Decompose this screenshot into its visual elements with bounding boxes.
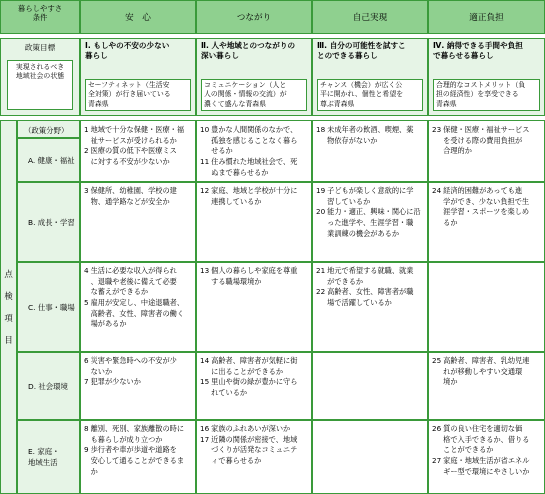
check-item-number: 3 [84, 186, 89, 195]
check-item [432, 356, 541, 388]
goal-state-label: 実現されるべき 地域社会の状態 [7, 60, 73, 110]
check-item-text: 生活に必要な収入が得られ 、退職や老後に備えて必要 な蓄えができるか [90, 266, 177, 297]
policy-goal-4 [428, 38, 545, 116]
check-item-text: 地元で希望する就職、就業 ができるか [327, 266, 414, 286]
check-item-number: 4 [84, 266, 89, 275]
row-label-text: D. 社会環境 [28, 381, 68, 391]
check-item [200, 377, 308, 398]
check-item-number: 23 [432, 125, 442, 134]
check-item [200, 356, 308, 377]
check-item-text: 未成年者の飲酒、喫煙、薬 物依存がないか [327, 125, 414, 145]
check-item-cell [80, 420, 196, 494]
check-item-text: 子どもが楽しく意欲的に学 習しているか [327, 186, 414, 206]
policy-goal-3 [312, 38, 428, 116]
check-item-text: 離別、死別、家族離散の時に も暮らしが成り立つか [90, 424, 185, 444]
row-label-b [17, 182, 80, 262]
check-item-text: 豊かな人間関係のなかで、 孤独を感じることなく暮ら せるか [211, 125, 298, 156]
check-item [316, 125, 424, 146]
check-item-text: 災害や緊急時への不安が少 ないか [90, 356, 177, 376]
policy-goal-state: 合理的なコストメリット（負 担の経済性）を享受できる 青森県 [433, 79, 540, 111]
check-item-number: 24 [432, 186, 442, 195]
check-item [432, 186, 541, 229]
check-item [316, 207, 424, 239]
field-label-cell [17, 120, 80, 138]
row-label-e [17, 420, 80, 494]
check-item-text: 家庭・地域生活が省エネル ギー型で環境にやさしいか [443, 455, 530, 476]
check-item-cell [312, 420, 428, 494]
check-item-number: 1 [84, 125, 89, 134]
check-item-number: 18 [316, 125, 326, 134]
check-item-number: 22 [316, 287, 326, 297]
check-item-text: 住み慣れた地域社会で、死 ぬまで暮らせるか [211, 156, 298, 177]
policy-goal-state: セーフティネット（生活安 全対策）が行き届いている 青森県 [85, 79, 191, 111]
check-item-number: 25 [432, 356, 442, 365]
check-item-number: 2 [84, 146, 89, 156]
check-item-number: 12 [200, 186, 210, 195]
row-label-text: E. 家庭・ 地域生活 [28, 446, 60, 467]
check-item-text: 家族のふれあいが深いか [211, 424, 291, 433]
row-label-text: A. 健康・福祉 [28, 155, 75, 165]
check-item-number: 10 [200, 125, 210, 134]
check-item [84, 424, 192, 445]
policy-goal-title: Ⅰ. もしやの不安の少ない 暮らし [85, 41, 170, 61]
check-item [200, 266, 308, 287]
check-item-text: 経済的困難があっても進 学ができ、少ない負担で生 涯学習・スポーツを楽しめ るか [443, 186, 530, 227]
side-label-char: 項 [4, 313, 13, 323]
check-item-number: 26 [432, 424, 442, 433]
check-item-text: 高齢者、女性、障害者が職 場で活躍しているか [327, 287, 414, 307]
policy-goal-state: チャンス（機会）が広く公 平に開かれ、個性と希望を 尊ぶ青森県 [317, 79, 423, 111]
check-item-text: 雇用が安定し、中途退職者、 高齢者、女性、障害者の働く 場があるか [90, 297, 185, 329]
check-item-cell [428, 120, 545, 182]
check-item [84, 445, 192, 477]
policy-goal-1 [80, 38, 196, 116]
row-label-text: C. 仕事・職場 [28, 302, 75, 312]
check-item-cell [196, 182, 312, 262]
policy-goal-title: Ⅲ. 自分の可能性を試すこ とのできる暮らし [317, 41, 406, 61]
policy-goal-state: コミュニケーション（人と 人の関係・情報の交流）が 濃くて盛んな青森県 [201, 79, 307, 111]
check-item [432, 125, 541, 157]
check-item-cell [312, 352, 428, 420]
check-item [432, 456, 541, 477]
check-item-number: 27 [432, 455, 442, 465]
row-label-text: B. 成長・学習 [28, 217, 75, 227]
check-item-text: 家庭、地域と学校が十分に 連携しているか [211, 186, 298, 206]
check-item-text: 保健所、幼稚園、学校の建 物、通学路などが安全か [90, 186, 177, 206]
check-item [84, 125, 192, 146]
check-item-cell [80, 262, 196, 352]
side-label-char: 点 [4, 269, 13, 279]
column-header-tsunagari: つながり [196, 0, 312, 34]
check-item-number: 16 [200, 424, 210, 433]
check-item-cell [80, 120, 196, 182]
check-item-cell [196, 420, 312, 494]
field-label: （政策分野） [24, 126, 69, 135]
check-item-cell [312, 262, 428, 352]
corner-header: 暮らしやすさ 条件 [0, 0, 80, 34]
row-label-c [17, 262, 80, 352]
check-item-number: 19 [316, 186, 326, 195]
row-label-a [17, 138, 80, 182]
check-item-number: 6 [84, 356, 89, 365]
check-item-text: 犯罪が少ないか [90, 377, 141, 387]
check-item-number: 21 [316, 266, 326, 275]
check-item [200, 186, 308, 207]
check-item-text: 地域で十分な保健・医療・福 祉サービスが受けられるか [90, 125, 185, 145]
check-item [200, 157, 308, 178]
check-item-cell [428, 262, 545, 352]
check-item-number: 17 [200, 434, 210, 444]
check-item-cell [428, 182, 545, 262]
check-item-cell [312, 120, 428, 182]
check-item [316, 287, 424, 308]
check-item-text: 里山や街の緑が豊かに守ら れているか [211, 377, 298, 397]
column-header-anshin: 安 心 [80, 0, 196, 34]
check-item-text: 高齢者、障害者が気軽に街 に出ることができるか [211, 356, 298, 376]
row-label-d [17, 352, 80, 420]
check-item [84, 377, 192, 388]
check-item [316, 266, 424, 287]
check-item [200, 125, 308, 157]
check-item-number: 8 [84, 424, 89, 433]
check-item-number: 20 [316, 207, 326, 217]
column-header-tekiseifutan: 適正負担 [428, 0, 545, 34]
check-item [316, 186, 424, 207]
check-item-text: 歩行者や車が歩道や道路を 安心して通ることができるま か [90, 445, 185, 476]
check-item [84, 266, 192, 298]
policy-goal-label-cell [0, 38, 80, 116]
check-item-number: 7 [84, 377, 89, 387]
check-item [200, 424, 308, 435]
check-item-cell [196, 352, 312, 420]
check-item-cell [80, 352, 196, 420]
policy-goal-title: Ⅱ. 人や地域とのつながりの 深い暮らし [201, 41, 296, 61]
check-item-cell [196, 120, 312, 182]
check-item-text: 能力・適正、興味・関心に沿 った進学や、生涯学習・職 業訓練の機会があるか [327, 207, 421, 238]
check-item-number: 13 [200, 266, 210, 275]
check-item-number: 14 [200, 356, 210, 365]
check-item [432, 424, 541, 456]
check-item [200, 435, 308, 467]
check-item-number: 15 [200, 377, 210, 387]
check-item-text: 近隣の関係が密接で、地域 づくりが活発なコミュニテ ィで暮らせるか [211, 434, 298, 465]
check-item [84, 186, 192, 207]
policy-goal-2 [196, 38, 312, 116]
column-header-jikojitsugen: 自己実現 [312, 0, 428, 34]
check-items-side-label [0, 120, 17, 494]
check-item-text: 個人の暮らしや家庭を尊重 する職場環境か [211, 266, 298, 286]
check-item-text: 保健・医療・福祉サービス を受ける際の費用負担が 合理的か [443, 125, 530, 156]
check-item [84, 298, 192, 330]
side-label-char: 目 [4, 335, 13, 345]
side-label-char: 検 [4, 291, 13, 301]
check-item-text: 高齢者、障害者、乳幼児連 れが移動しやすい交通環 境か [443, 356, 530, 387]
check-item-text: 医療の質の低下や医療ミス に対する不安が少ないか [90, 146, 177, 166]
check-item-cell [312, 182, 428, 262]
check-item-cell [80, 182, 196, 262]
check-item [84, 146, 192, 167]
check-item-text: 質の良い住宅を適切な価 格で入手できるか、借りる ことができるか [443, 424, 530, 455]
check-item [84, 356, 192, 377]
policy-goal-title: Ⅳ. 納得できる手間や負担 で暮らせる暮らし [433, 41, 523, 61]
policy-goal-label: 政策目標 [24, 43, 56, 52]
check-item-number: 9 [84, 445, 89, 455]
check-item-cell [428, 352, 545, 420]
check-item-number: 5 [84, 297, 89, 307]
check-item-number: 11 [200, 156, 210, 166]
check-item-cell [196, 262, 312, 352]
check-item-cell [428, 420, 545, 494]
